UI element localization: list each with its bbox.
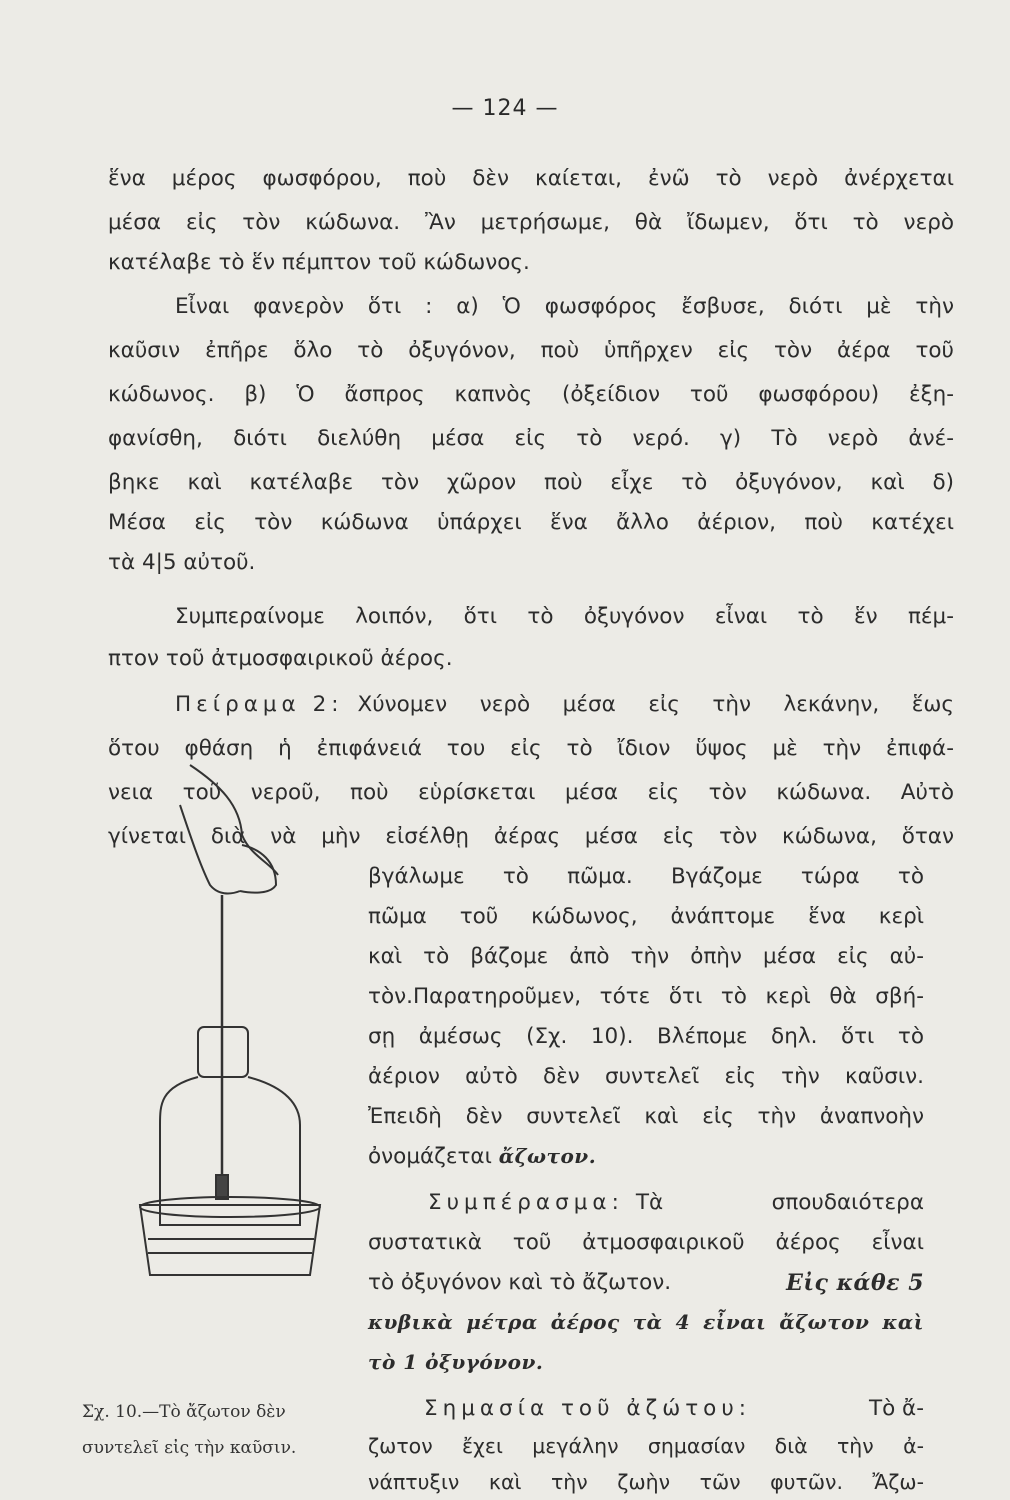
text-line: κατέλαβε τὸ ἕν πέμπτον τοῦ κώδωνος. — [108, 250, 530, 275]
figure-caption: Σχ. 10.—Τὸ ἄζωτον δὲν — [82, 1402, 286, 1422]
emphasis-line: κυβικὰ μέτρα ἀέρος τὰ 4 εἶναι ἄζωτον καὶ — [368, 1310, 924, 1334]
text-line: Τὰ σπουδαιότερα — [635, 1190, 924, 1215]
text-line: Μέσα εἰς τὸν κώδωνα ὑπάρχει ἕνα ἄλλο ἀέριον, ποὺ κατέχει — [108, 510, 954, 535]
text-fragment: ὀνομάζεται — [368, 1144, 492, 1169]
water-surface — [140, 1197, 320, 1217]
text-line: Συμπεραίνομε λοιπόν, ὅτι τὸ ὀξυγόνον εἶναι τὸ ἕν πέμ- — [175, 604, 954, 629]
text-line: γίνεται διὰ νὰ μὴν εἰσέλθῃ ἀέρας μέσα εἰς τὸν κώδωνα, ὅταν — [108, 824, 954, 849]
importance-first-line — [424, 1398, 924, 1420]
text-line: πῶμα τοῦ κώδωνος, ἀνάπτομε ἕνα κερὶ — [368, 904, 924, 929]
text-line: κώδωνος. β) Ὁ ἄσπρος καπνὸς (ὀξείδιον τοῦ φωσφόρου) ἐξη- — [108, 382, 954, 407]
text-line: ὅτου φθάση ἡ ἐπιφάνειά του εἰς τὸ ἴδιον ὕψος μὲ τὴν ἐπιφά- — [108, 736, 954, 761]
text-line: νάπτυξιν καὶ τὴν ζωὴν τῶν φυτῶν. Ἄζω- — [368, 1470, 924, 1494]
text-line: Ἐπειδὴ δὲν συντελεῖ καὶ εἰς τὴν ἀναπνοὴν — [368, 1104, 924, 1129]
hand-outline — [190, 765, 278, 875]
conclusion-heading: Συμπέρασμα: — [428, 1190, 624, 1215]
text-line — [368, 1146, 596, 1168]
text-line: ἕνα μέρος φωσφόρου, ποὺ δὲν καίεται, ἐνῶ τὸ νερὸ ἀνέρχεται — [108, 166, 954, 191]
text-line: μέσα εἰς τὸν κώδωνα. Ἂν μετρήσωμε, θὰ ἴδωμεν, ὅτι τὸ νερὸ — [108, 210, 954, 235]
bell-jar-candle-illustration — [130, 745, 350, 1305]
experiment-first-line — [175, 694, 954, 716]
text-line: βγάλωμε τὸ πῶμα. Βγάζομε τώρα τὸ — [368, 864, 924, 889]
text-line — [368, 1272, 924, 1294]
text-line: νεια τοῦ νεροῦ, ποὺ εὑρίσκεται μέσα εἰς τὸν κώδωνα. Αὐτὸ — [108, 780, 954, 805]
text-line: Εἶναι φανερὸν ὅτι : α) Ὁ φωσφόρος ἔσβυσε, διότι μὲ τὴν — [175, 294, 954, 319]
text-line: ἀέριον αὐτὸ δὲν συντελεῖ εἰς τὴν καῦσιν. — [368, 1064, 924, 1089]
text-line: πτον τοῦ ἀτμοσφαιρικοῦ ἀέρος. — [108, 646, 453, 671]
importance-heading: Σημασία τοῦ ἀζώτου: — [424, 1396, 751, 1421]
candle — [216, 1175, 228, 1199]
text-line: Χύνομεν νερὸ μέσα εἰς τὴν λεκάνην, ἕως — [357, 692, 954, 717]
figure-caption: συντελεῖ εἰς τὴν καῦσιν. — [82, 1438, 297, 1458]
experiment-heading: Πείραμα 2: — [175, 692, 344, 717]
text-line: Τὸ ἄ- — [868, 1396, 924, 1421]
jar-body — [160, 1077, 300, 1225]
text-line: καῦσιν ἐπῆρε ὅλο τὸ ὀξυγόνον, ποὺ ὑπῆρχεν εἰς τὸν ἀέρα τοῦ — [108, 338, 954, 363]
term-azoton: ἄζωτον. — [498, 1144, 597, 1168]
text-line: ζωτον ἔχει μεγάλην σημασίαν διὰ τὴν ἀ- — [368, 1434, 924, 1458]
text-line: βηκε καὶ κατέλαβε τὸν χῶρον ποὺ εἶχε τὸ ὀξυγόνον, καὶ δ) — [108, 470, 954, 495]
text-line: συστατικὰ τοῦ ἀτμοσφαιρικοῦ ἀέρος εἶναι — [368, 1230, 924, 1255]
hand-outline — [240, 845, 276, 893]
page-number: — 124 — — [451, 96, 559, 121]
text-line: τὸν.Παρατηροῦμεν, τότε ὅτι τὸ κερὶ θὰ σβή- — [368, 984, 924, 1009]
hand-outline — [180, 805, 240, 893]
emphasis-line: τὸ 1 ὀξυγόνον. — [368, 1350, 544, 1374]
emphasis-text: Εἰς κάθε 5 — [786, 1270, 924, 1296]
text-line: τὰ 4|5 αὐτοῦ. — [108, 550, 256, 575]
text-line: φανίσθη, διότι διελύθη μέσα εἰς τὸ νερό. γ) Τὸ νερὸ ἀνέ- — [108, 426, 954, 451]
text-fragment: τὸ ὀξυγόνον καὶ τὸ ἄζωτον. — [368, 1270, 672, 1295]
conclusion-first-line — [428, 1192, 924, 1214]
text-line: καὶ τὸ βάζομε ἀπὸ τὴν ὀπὴν μέσα εἰς αὐ- — [368, 944, 924, 969]
text-line: σῃ ἀμέσως (Σχ. 10). Βλέπομε δηλ. ὅτι τὸ — [368, 1024, 924, 1049]
